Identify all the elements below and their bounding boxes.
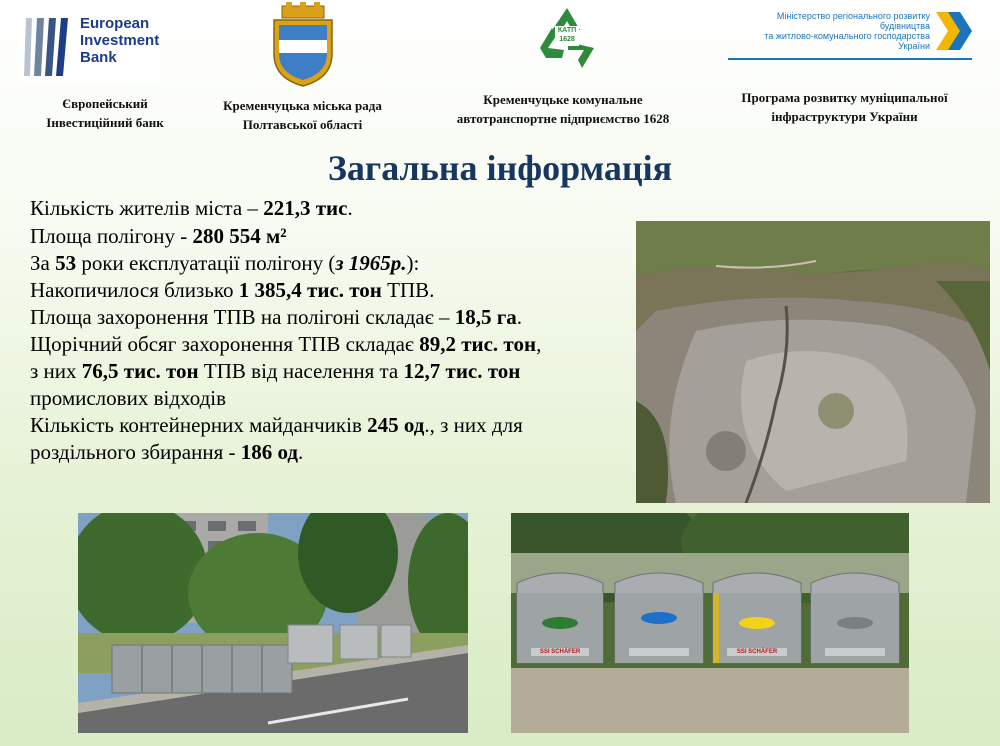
info-line-separate-collection: роздільного збирання - 186 од. <box>30 440 304 464</box>
info-line-container-sites: Кількість контейнерних майданчиків 245 од., з них для <box>30 413 523 437</box>
eib-caption-line2: Інвестиційний банк <box>46 115 164 130</box>
program-caption <box>712 88 977 126</box>
landfill-aerial-photo <box>636 221 990 503</box>
separate-collection-containers-photo <box>511 513 909 733</box>
eib-logo-line1: European <box>80 15 150 32</box>
city-caption <box>200 96 405 134</box>
info-line-breakdown: з них 76,5 тис. тон ТПВ від населення та 12,7 тис. тон <box>30 359 521 383</box>
city-caption-line2: Полтавської області <box>242 117 363 132</box>
info-line-years: За 53 роки експлуатації полігону (з 1965р.): <box>30 251 420 275</box>
info-line-industrial: промислових відходів <box>30 386 227 410</box>
info-line-annual-volume: Щорічний обсяг захоронення ТПВ складає 89,2 тис. тон, <box>30 332 542 356</box>
city-coat-of-arms <box>268 2 338 88</box>
ministry-logo <box>728 8 976 60</box>
eib-logo-text <box>80 15 159 66</box>
info-line-accumulated: Накопичилося близько 1 385,4 тис. тон ТПВ. <box>30 278 435 302</box>
katp-logo <box>532 4 602 70</box>
katp-badge-text: КАТП <box>557 27 577 34</box>
page-title: Загальна інформація <box>327 148 673 188</box>
ministry-logo-line3: та житлово-комунального господарства <box>764 31 930 41</box>
info-line-population: Кількість жителів міста – 221,3 тис. <box>30 196 353 220</box>
city-caption-line1: Кременчуцька міська рада <box>223 98 382 113</box>
ministry-logo-line4: України <box>898 41 930 51</box>
ministry-logo-line2: будівництва <box>879 21 930 31</box>
info-line-burial-area: Площа захоронення ТПВ на полігоні складає – 18,5 га. <box>30 305 523 329</box>
eib-caption <box>20 94 190 132</box>
eib-logo <box>20 6 160 82</box>
katp-caption <box>432 90 694 128</box>
ministry-underline <box>728 58 972 60</box>
eib-caption-line1: Європейський <box>62 96 148 111</box>
container-brand-label-1: SSI SCHÄFER <box>539 649 581 655</box>
ministry-logo-line1: Міністерство регіонального розвитку <box>776 11 930 21</box>
info-line-landfill-area: Площа полігону - 280 554 м² <box>30 224 287 248</box>
program-caption-line1: Програма розвитку муніципальної <box>741 90 948 105</box>
eib-logo-line3: Bank <box>80 49 117 66</box>
container-brand-label-2: SSI SCHÄFER <box>736 649 778 655</box>
street-containers-photo <box>78 513 468 733</box>
katp-badge-number: 1628 <box>559 36 575 43</box>
eib-logo-line2: Investment <box>80 32 160 49</box>
katp-caption-line1: Кременчуцьке комунальне <box>483 92 643 107</box>
coat-of-arms-icon <box>268 2 338 88</box>
ministry-chevron-icon <box>934 10 974 52</box>
katp-caption-line2: автотранспортне підприємство 1628 <box>456 111 670 126</box>
program-caption-line2: інфраструктури України <box>771 109 918 124</box>
